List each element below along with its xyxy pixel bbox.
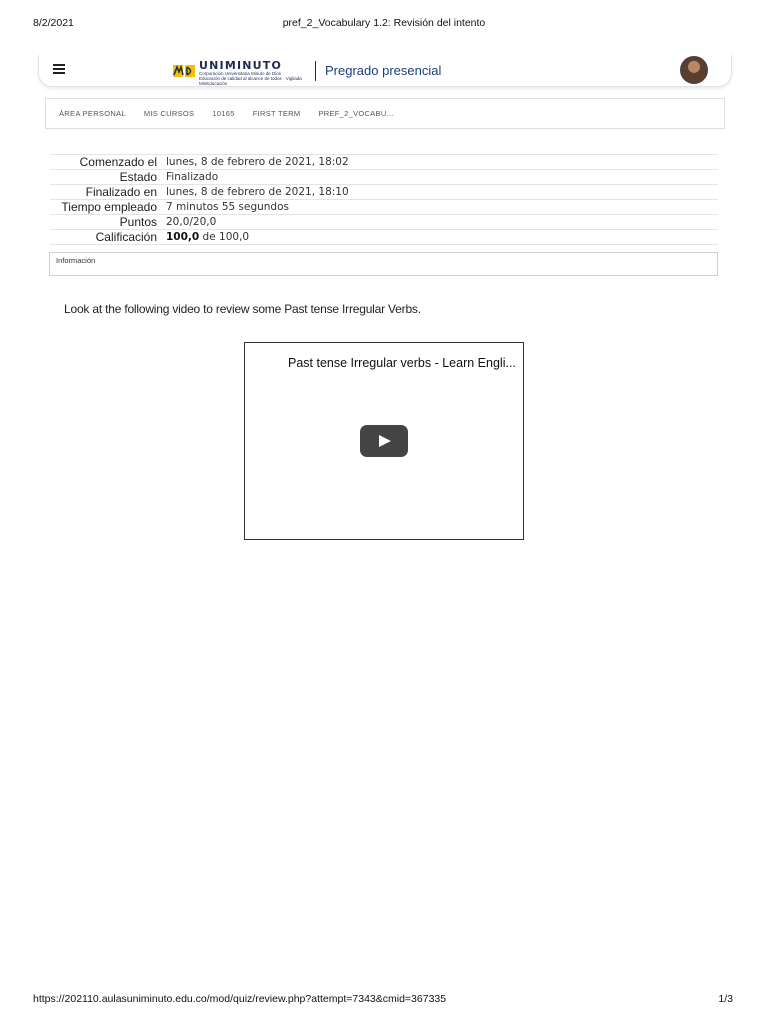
information-label: Información — [56, 256, 96, 265]
print-url: https://202110.aulasuniminuto.edu.co/mod/quiz/review.php?attempt=7343&cmid=367335 — [33, 993, 447, 1005]
summary-label: Estado — [50, 170, 166, 185]
question-instruction: Look at the following video to review some Past tense Irregular Verbs. — [64, 302, 421, 316]
summary-label: Comenzado el — [50, 155, 166, 170]
uniminuto-logo[interactable] — [173, 59, 473, 86]
print-page-number: 1/3 — [718, 993, 733, 1005]
logo-wordmark: UNIMINUTO — [199, 59, 283, 72]
summary-row-grade — [50, 230, 718, 245]
summary-value: lunes, 8 de febrero de 2021, 18:10 — [166, 185, 718, 200]
breadcrumb-item-quiz[interactable]: PREF_2_VOCABU... — [318, 109, 394, 118]
breadcrumb-item-course-code[interactable]: 10165 — [212, 109, 235, 118]
summary-value: lunes, 8 de febrero de 2021, 18:02 — [166, 155, 718, 170]
print-title: pref_2_Vocabulary 1.2: Revisión del intento — [282, 17, 486, 29]
embedded-video[interactable] — [244, 342, 524, 540]
breadcrumb-item-mis-cursos[interactable]: MIS CURSOS — [143, 109, 195, 118]
top-navbar — [38, 55, 732, 87]
breadcrumb-item-area-personal[interactable]: ÁREA PERSONAL — [59, 109, 126, 118]
summary-row-state — [50, 170, 718, 185]
grade-value-cell — [166, 230, 718, 245]
breadcrumb-item-first-term[interactable]: FIRST TERM — [252, 109, 301, 118]
logo-divider — [315, 61, 316, 81]
breadcrumb — [45, 98, 725, 129]
summary-label: Tiempo empleado — [50, 200, 166, 215]
video-title[interactable]: Past tense Irregular verbs - Learn Engli... — [288, 356, 516, 370]
print-date: 8/2/2021 — [33, 17, 74, 29]
summary-row-finished — [50, 185, 718, 200]
attempt-summary-table — [50, 154, 718, 245]
summary-label: Puntos — [50, 215, 166, 230]
grade-value: 100,0 — [166, 231, 200, 243]
summary-value: Finalizado — [166, 170, 718, 185]
grade-suffix: de 100,0 — [199, 231, 250, 243]
user-avatar-icon[interactable] — [680, 56, 708, 84]
summary-row-time-taken — [50, 200, 718, 215]
logo-mark-icon — [173, 63, 197, 79]
summary-value: 20,0/20,0 — [166, 215, 718, 230]
summary-row-points — [50, 215, 718, 230]
summary-row-started — [50, 155, 718, 170]
hamburger-menu-icon[interactable] — [53, 64, 65, 76]
print-footer — [0, 993, 768, 1007]
print-header — [0, 17, 768, 31]
play-icon[interactable] — [360, 425, 408, 457]
information-box — [49, 252, 718, 276]
summary-label: Calificación — [50, 230, 166, 245]
summary-label: Finalizado en — [50, 185, 166, 200]
summary-value: 7 minutos 55 segundos — [166, 200, 718, 215]
logo-subtitle: Corporación Universitaria Minuto de Dios · Educación de calidad al alcance de todos · Vigilada MinEducación — [199, 71, 302, 86]
campus-name: Pregrado presencial — [325, 63, 442, 78]
